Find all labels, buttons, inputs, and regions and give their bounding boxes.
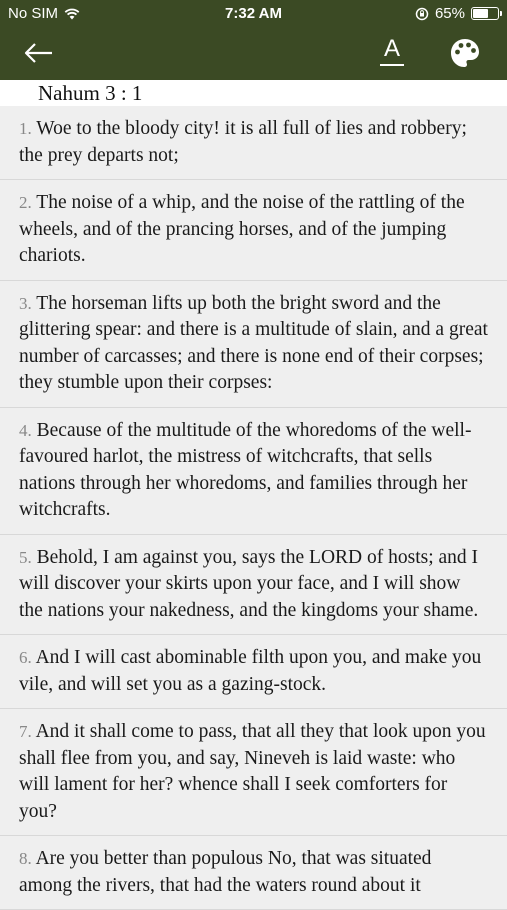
verse-item[interactable] [0, 709, 507, 836]
verse-text: The noise of a whip, and the noise of the rattling of the wheels, and of the prancing horses, and of the jumping chariots. [19, 192, 465, 266]
verse-item[interactable] [0, 535, 507, 636]
app-header [0, 0, 507, 80]
chapter-reference: Nahum 3 : 1 [38, 81, 143, 105]
arrow-left-icon[interactable] [22, 38, 56, 68]
verse-item[interactable] [0, 106, 507, 180]
chapter-reference-bar [0, 80, 507, 106]
verse-text: Are you better than populous No, that was situated among the rivers, that had the waters round about it [19, 848, 432, 896]
verse-number: 4. [19, 420, 32, 440]
verse-number: 3. [19, 293, 32, 313]
verse-number: 5. [19, 547, 32, 567]
verse-item[interactable] [0, 635, 507, 709]
font-size-icon: A [383, 35, 400, 62]
verse-number: 8. [19, 849, 32, 868]
status-time: 7:32 AM [225, 5, 282, 22]
verse-item[interactable] [0, 408, 507, 535]
carrier-label: No SIM [8, 5, 59, 22]
verse-number: 2. [19, 193, 32, 212]
verse-text: And I will cast abominable filth upon you, and make you vile, and will set you as a gazing-stock. [19, 647, 482, 695]
orientation-lock-icon [415, 7, 429, 21]
palette-icon[interactable] [448, 36, 482, 70]
verse-item[interactable] [0, 836, 507, 910]
verse-text: Because of the multitude of the whoredoms of the well-favoured harlot, the mistress of witchcrafts, that sells nations through her whoredoms, and families through her witchcrafts. [19, 419, 472, 520]
verse-list [0, 106, 507, 910]
verse-text: The horseman lifts up both the bright sword and the glittering spear: and there is a multitude of slain, and a great number of carcasses; and there is none end of their corpses; they stumble upon their corpses: [19, 292, 488, 393]
verse-item[interactable] [0, 180, 507, 281]
verse-text: Behold, I am against you, says the LORD of hosts; and I will discover your skirts upon your face, and I will show the nations your nakedness, and the kingdoms your shame. [19, 546, 479, 621]
font-size-button[interactable] [377, 36, 407, 70]
nav-bar [0, 28, 507, 80]
verse-item[interactable] [0, 281, 507, 408]
battery-level [473, 9, 488, 18]
verse-number: 6. [19, 648, 32, 667]
battery-percent: 65% [434, 5, 465, 22]
battery-icon [471, 7, 499, 20]
status-bar [0, 0, 507, 28]
verse-number: 1. [19, 119, 32, 138]
verse-number: 7. [19, 722, 32, 741]
verse-text: And it shall come to pass, that all they that look upon you shall flee from you, and say, Nineveh is laid waste: who will lament for her? whence shall I seek comforters for you? [19, 721, 486, 822]
verse-text: Woe to the bloody city! it is all full of lies and robbery; the prey departs not; [19, 118, 467, 166]
